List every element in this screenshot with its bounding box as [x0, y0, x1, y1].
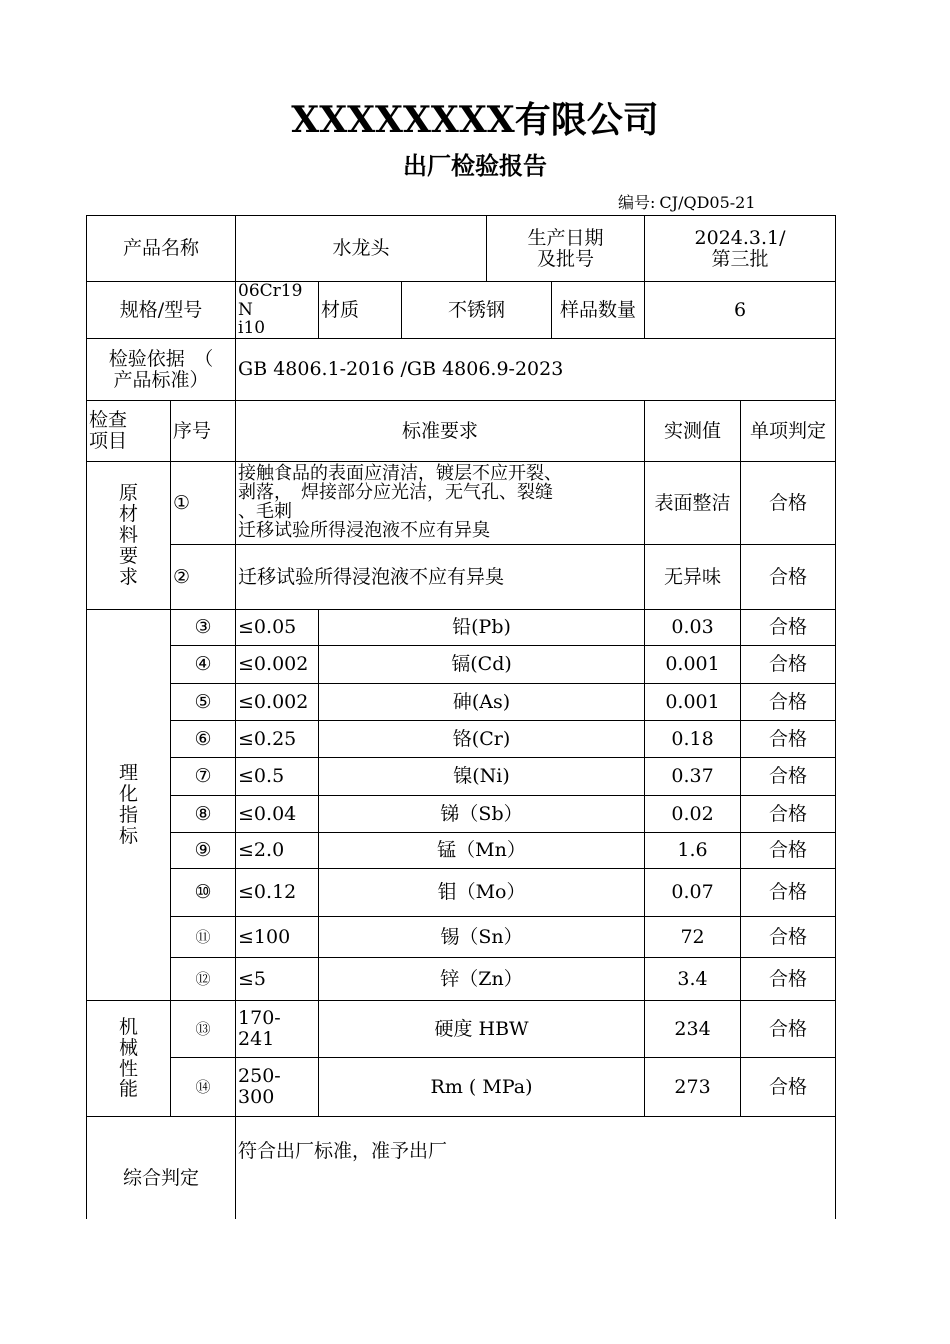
table-row [87, 545, 836, 610]
row-verdict: 合格 [741, 684, 836, 721]
production-date-label-line2: 及批号 [537, 247, 595, 270]
row-measured: 无异味 [645, 545, 741, 610]
table-row [87, 758, 836, 796]
row-measured: 0.07 [645, 869, 741, 917]
requirement-line: 剥落， 焊接部分应光洁，无气孔、裂缝 [238, 482, 554, 504]
group-mechanical [87, 1001, 171, 1117]
product-name-label: 产品名称 [87, 216, 236, 282]
document-code [614, 190, 756, 213]
column-item [87, 401, 171, 462]
table-row [87, 796, 836, 833]
row-measured: 273 [645, 1058, 741, 1117]
production-date-label-line1: 生产日期 [527, 226, 604, 249]
row-verdict: 合格 [741, 1001, 836, 1058]
row-seq: ⑨ [171, 833, 236, 869]
column-header-row [87, 401, 836, 462]
sample-value: 6 [645, 282, 836, 339]
spec-value-line2: i10 [238, 318, 266, 339]
row-verdict: 合格 [741, 462, 836, 545]
table-row [87, 833, 836, 869]
group-raw-material [87, 462, 171, 610]
group-char: 机 [118, 1015, 138, 1038]
row-seq: ⑤ [171, 684, 236, 721]
row-limit: ≤0.04 [236, 796, 319, 833]
table-row [87, 958, 836, 1001]
group-char: 指 [118, 804, 138, 827]
row-seq: ④ [171, 646, 236, 684]
row-seq: ⑧ [171, 796, 236, 833]
basis-row [87, 339, 836, 401]
table-row [87, 462, 836, 545]
requirement-line: 接触食品的表面应清洁，镀层不应开裂、 [238, 463, 563, 485]
row-verdict: 合格 [741, 917, 836, 958]
row-element: 铬(Cr) [319, 721, 645, 758]
column-seq: 序号 [171, 401, 236, 462]
conclusion-label: 综合判定 [87, 1117, 236, 1219]
group-char: 材 [118, 503, 138, 526]
table-row [87, 684, 836, 721]
row-seq: ① [171, 462, 236, 545]
row-measured: 1.6 [645, 833, 741, 869]
table-row [87, 721, 836, 758]
group-char: 标 [118, 824, 138, 847]
row-seq: ⑬ [171, 1001, 236, 1058]
row-seq: ⑭ [171, 1058, 236, 1117]
group-char: 要 [118, 545, 138, 567]
company-name: XXXXXXXX有限公司 [291, 99, 659, 141]
production-date-value-line1: 2024.3.1/ [694, 226, 786, 249]
row-verdict: 合格 [741, 721, 836, 758]
conclusion-text: 符合出厂标准，准予出厂 [236, 1117, 836, 1219]
row-limit: ≤0.002 [236, 646, 319, 684]
sample-label: 样品数量 [552, 282, 645, 339]
row-verdict: 合格 [741, 758, 836, 796]
spec-row [87, 282, 836, 339]
row-seq: ② [171, 545, 236, 610]
row-seq: ③ [171, 610, 236, 646]
spec-value [236, 282, 319, 339]
basis-label-line1: 检验依据 （ [108, 347, 214, 370]
row-seq: ⑫ [171, 958, 236, 1001]
table-row [87, 917, 836, 958]
row-element: 铅(Pb) [319, 610, 645, 646]
row-seq: ⑥ [171, 721, 236, 758]
row-measured: 72 [645, 917, 741, 958]
row-verdict: 合格 [741, 796, 836, 833]
group-char: 料 [118, 524, 138, 547]
row-element: 锌（Zn） [319, 958, 645, 1001]
basis-label [87, 339, 236, 401]
production-date-value-line2: 第三批 [711, 247, 769, 270]
row-property: 硬度 HBW [319, 1001, 645, 1058]
production-date-value [645, 216, 836, 282]
requirement-line: 、毛刺 [238, 501, 293, 523]
table-row [87, 1001, 836, 1058]
table-row [87, 869, 836, 917]
row-measured: 0.001 [645, 646, 741, 684]
table-row [87, 610, 836, 646]
row-measured: 0.18 [645, 721, 741, 758]
row-measured: 表面整洁 [645, 462, 741, 545]
production-date-label [487, 216, 645, 282]
row-element: 锑（Sb） [319, 796, 645, 833]
row-verdict: 合格 [741, 545, 836, 610]
row-element: 钼（Mo） [319, 869, 645, 917]
row-element: 镍(Ni) [319, 758, 645, 796]
product-row [87, 216, 836, 282]
column-item-line1: 检查 [89, 409, 128, 432]
row-measured: 3.4 [645, 958, 741, 1001]
row-measured: 0.03 [645, 610, 741, 646]
basis-label-line2: 产品标准） [113, 368, 209, 391]
row-limit: ≤5 [236, 958, 319, 1001]
row-seq: ⑪ [171, 917, 236, 958]
row-verdict: 合格 [741, 610, 836, 646]
row-seq: ⑩ [171, 869, 236, 917]
row-measured: 0.37 [645, 758, 741, 796]
group-char: 原 [118, 482, 138, 505]
column-requirement: 标准要求 [236, 401, 645, 462]
row-limit: 170-241 [236, 1001, 319, 1058]
group-physchem [87, 610, 171, 1001]
row-property: Rm ( MPa) [319, 1058, 645, 1117]
group-char: 能 [118, 1078, 138, 1101]
product-name-value: 水龙头 [236, 216, 487, 282]
row-verdict: 合格 [741, 1058, 836, 1117]
row-verdict: 合格 [741, 646, 836, 684]
row-verdict: 合格 [741, 869, 836, 917]
report-title: 出厂检验报告 [403, 151, 547, 180]
row-limit: ≤2.0 [236, 833, 319, 869]
row-requirement: 迁移试验所得浸泡液不应有异臭 [236, 545, 645, 610]
material-label: 材质 [319, 282, 402, 339]
group-char: 理 [118, 762, 138, 785]
group-char: 械 [118, 1036, 138, 1059]
row-element: 镉(Cd) [319, 646, 645, 684]
row-measured: 0.001 [645, 684, 741, 721]
column-measured: 实测值 [645, 401, 741, 462]
row-measured: 234 [645, 1001, 741, 1058]
row-limit: ≤0.05 [236, 610, 319, 646]
basis-value: GB 4806.1-2016 /GB 4806.9-2023 [236, 339, 836, 401]
spec-value-line1: 06Cr19N [238, 281, 303, 320]
table-row [87, 1058, 836, 1117]
row-limit: ≤0.5 [236, 758, 319, 796]
table-row [87, 646, 836, 684]
conclusion-row [87, 1117, 836, 1219]
column-verdict: 单项判定 [741, 401, 836, 462]
row-requirement [236, 462, 645, 545]
spec-label: 规格/型号 [87, 282, 236, 339]
document-code-label: 编号: [618, 193, 656, 212]
group-char: 性 [118, 1057, 138, 1080]
column-item-line2: 项目 [89, 430, 128, 453]
row-element: 砷(As) [319, 684, 645, 721]
row-seq: ⑦ [171, 758, 236, 796]
group-char: 求 [118, 565, 138, 588]
requirement-line: 迁移试验所得浸泡液不应有异臭 [238, 519, 491, 541]
material-value: 不锈钢 [402, 282, 552, 339]
row-measured: 0.02 [645, 796, 741, 833]
group-char: 化 [118, 783, 138, 806]
document-code-value: CJ/QD05-21 [659, 193, 756, 212]
row-limit: 250-300 [236, 1058, 319, 1117]
row-limit: ≤100 [236, 917, 319, 958]
row-limit: ≤0.25 [236, 721, 319, 758]
row-verdict: 合格 [741, 958, 836, 1001]
inspection-table [86, 215, 836, 1219]
row-limit: ≤0.12 [236, 869, 319, 917]
row-element: 锡（Sn） [319, 917, 645, 958]
row-element: 锰（Mn） [319, 833, 645, 869]
row-verdict: 合格 [741, 833, 836, 869]
row-limit: ≤0.002 [236, 684, 319, 721]
